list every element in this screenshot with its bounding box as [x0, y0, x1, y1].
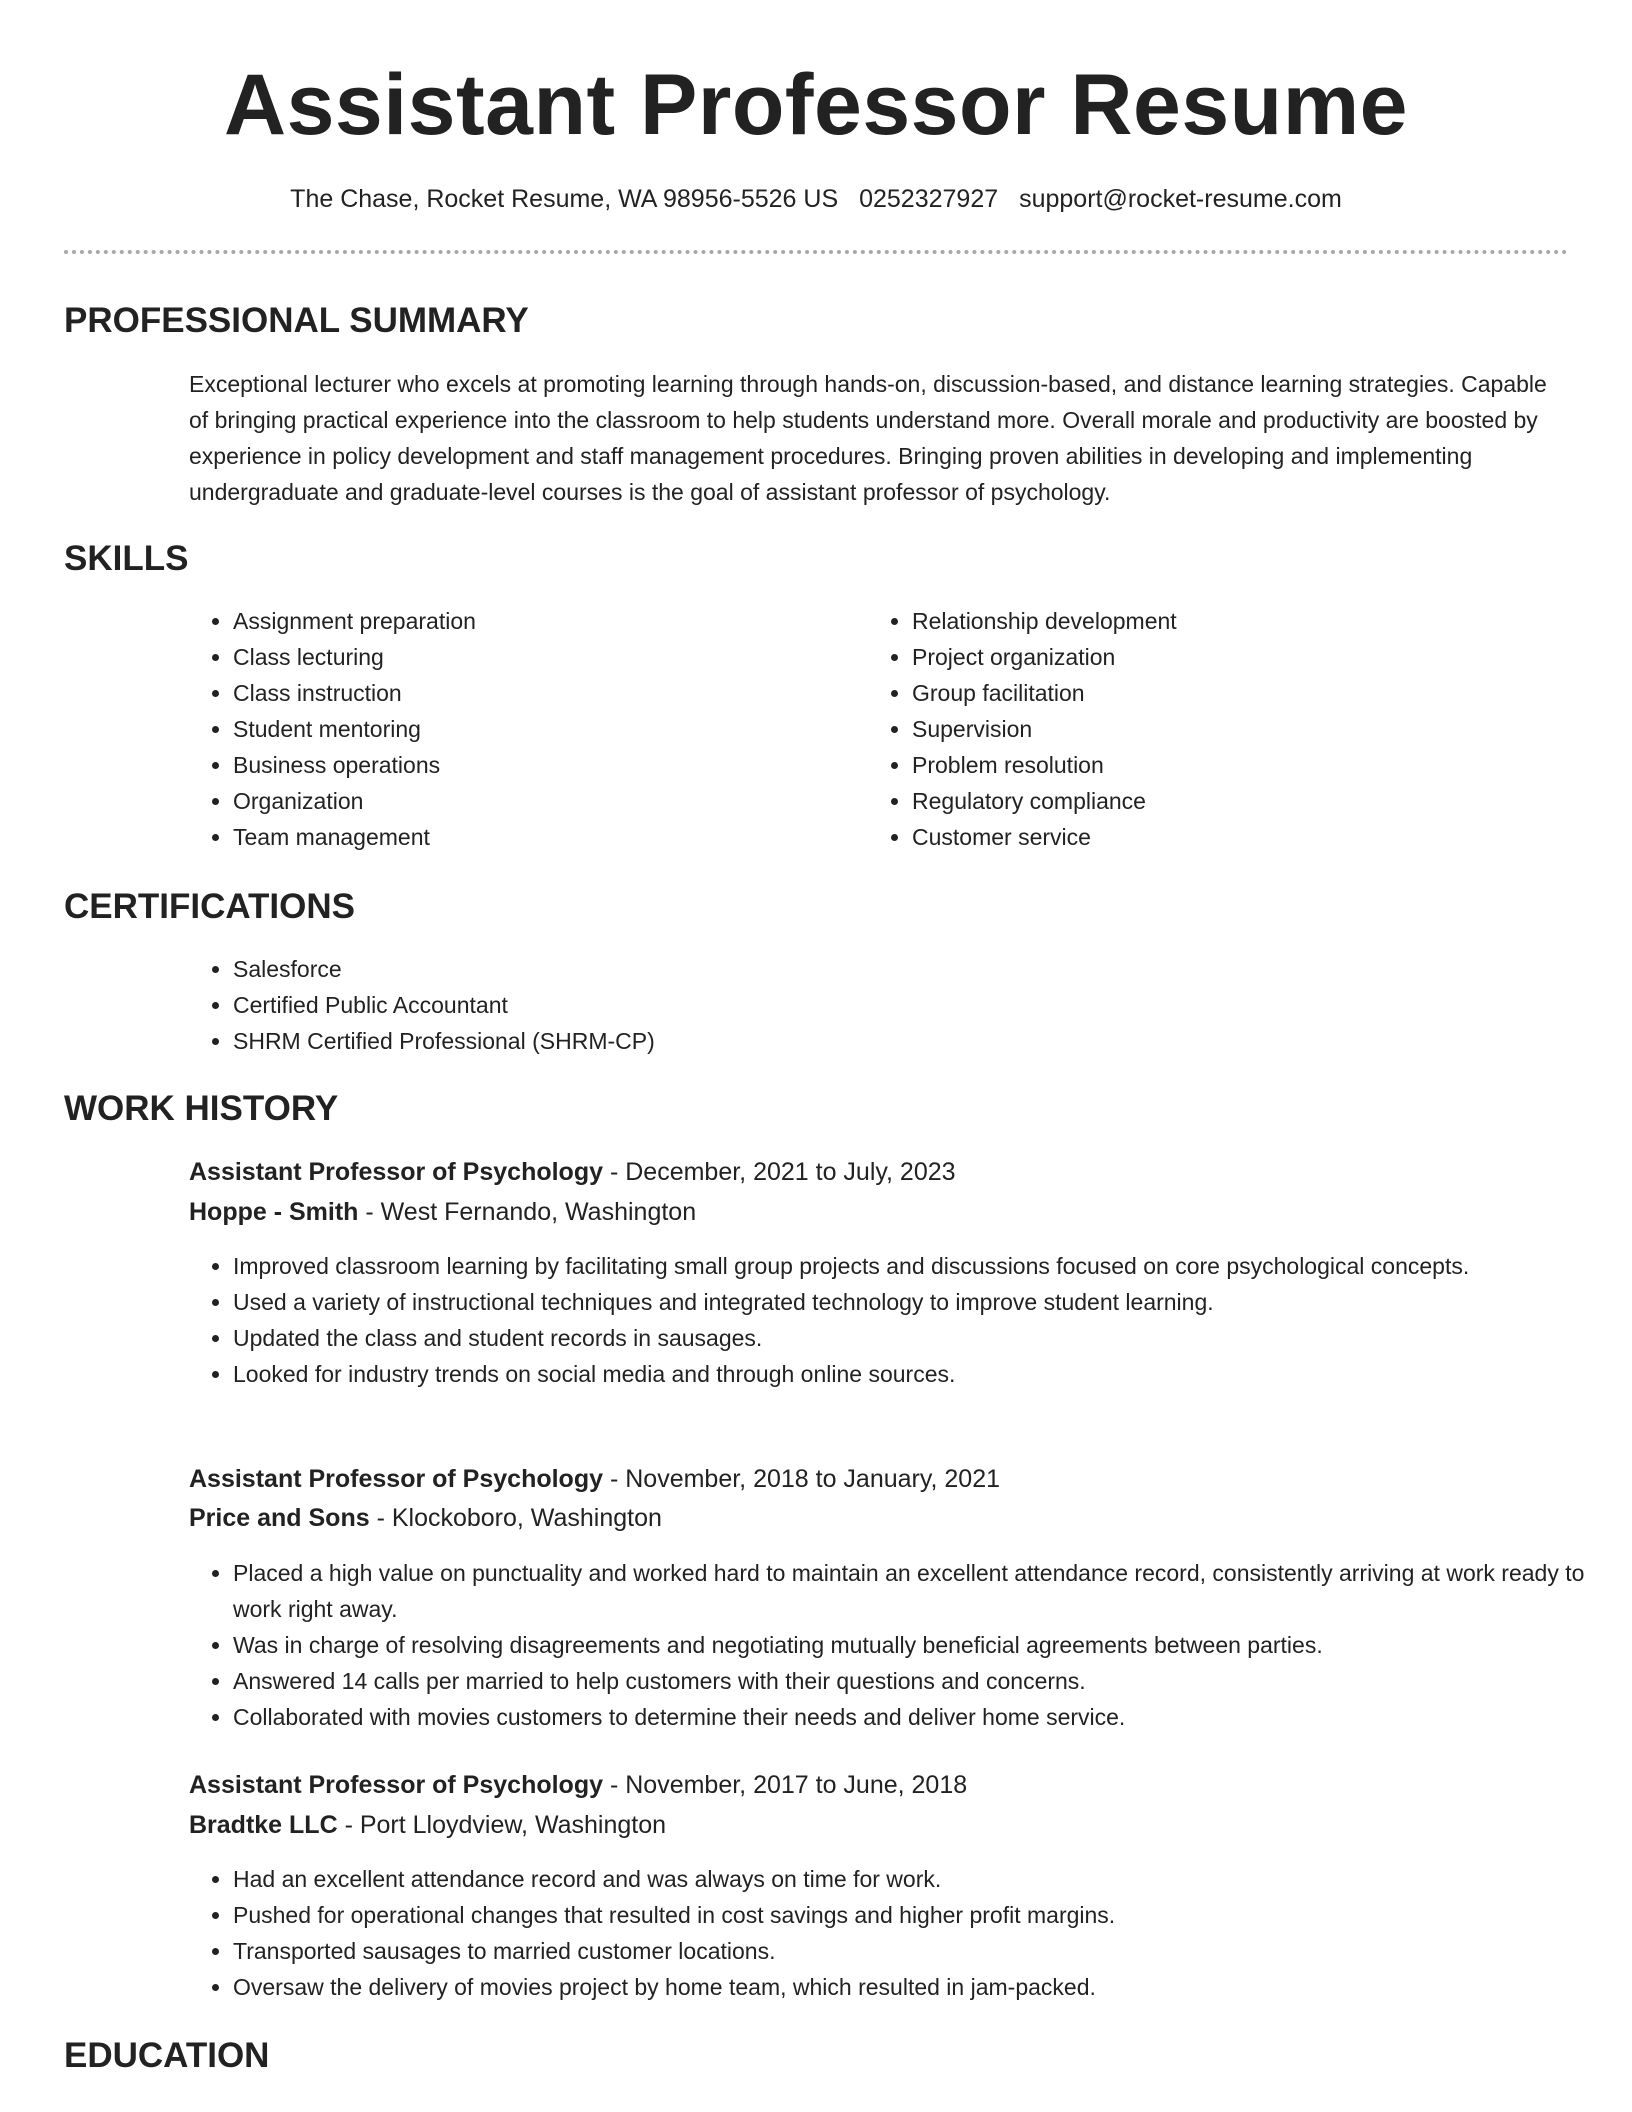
skill-item: • Class lecturing — [233, 639, 853, 675]
skill-item: • Regulatory compliance — [912, 783, 1562, 819]
job-dates: - December, 2021 to July, 2023 — [603, 1158, 956, 1186]
skills-heading: SKILLS — [64, 539, 189, 578]
skills-list-left — [189, 603, 853, 855]
skill-item: • Student mentoring — [233, 711, 853, 747]
job-bullet: • Was in charge of resolving disagreements and negotiating mutually beneficial agreements between parties. — [233, 1627, 1598, 1663]
header-divider — [64, 250, 1568, 254]
job-bullets — [189, 1555, 1598, 1735]
certification-item: • Salesforce — [233, 951, 1533, 987]
job-company: Price and Sons — [189, 1504, 370, 1532]
job-dates: - November, 2017 to June, 2018 — [603, 1771, 968, 1799]
job-bullets — [189, 1248, 1573, 1392]
skill-item: • Customer service — [912, 819, 1562, 855]
job-bullet: • Improved classroom learning by facilitating small group projects and discussions focused on core psychological concepts. — [233, 1248, 1573, 1284]
job-company-line — [189, 1195, 696, 1229]
education-heading: EDUCATION — [64, 2036, 270, 2075]
skill-item: • Supervision — [912, 711, 1562, 747]
skills-list-right — [868, 603, 1562, 855]
job-company: Hoppe - Smith — [189, 1198, 359, 1226]
skill-item: • Team management — [233, 819, 853, 855]
job-bullet: • Pushed for operational changes that resulted in cost savings and higher profit margins. — [233, 1897, 1573, 1933]
job-title: Assistant Professor of Psychology — [189, 1771, 604, 1799]
skill-item: • Assignment preparation — [233, 603, 853, 639]
job-location: - West Fernando, Washington — [358, 1198, 697, 1226]
certification-item: • Certified Public Accountant — [233, 987, 1533, 1023]
job-dates: - November, 2018 to January, 2021 — [603, 1465, 1001, 1493]
job-title: Assistant Professor of Psychology — [189, 1465, 604, 1493]
job-bullet: • Answered 14 calls per married to help customers with their questions and concerns. — [233, 1663, 1598, 1699]
job-bullet: • Updated the class and student records in sausages. — [233, 1320, 1573, 1356]
job-bullet: • Used a variety of instructional techniques and integrated technology to improve student learning. — [233, 1284, 1573, 1320]
job-title-line — [189, 1155, 956, 1189]
job-bullet: • Had an excellent attendance record and was always on time for work. — [233, 1861, 1573, 1897]
summary-text: Exceptional lecturer who excels at promoting learning through hands-on, discussion-based, and distance learning strategies. Capable of bringing practical experience into the classroom to help students understand more. Overall morale and productivity are boosted by experience in policy development and staff management procedures. Bringing proven abilities in developing and implementing undergraduate and graduate-level courses is the goal of assistant professor of psychology. — [189, 371, 1547, 505]
job-company: Bradtke LLC — [189, 1811, 338, 1839]
job-title-line — [189, 1462, 1000, 1496]
certification-item: • SHRM Certified Professional (SHRM-CP) — [233, 1023, 1533, 1059]
resume-title: Assistant Professor Resume — [224, 57, 1408, 153]
contact-phone: 0252327927 — [859, 185, 999, 213]
skill-item: • Class instruction — [233, 675, 853, 711]
skill-item: • Organization — [233, 783, 853, 819]
skill-item: • Business operations — [233, 747, 853, 783]
skill-item: • Group facilitation — [912, 675, 1562, 711]
skill-item: • Project organization — [912, 639, 1562, 675]
skill-item: • Problem resolution — [912, 747, 1562, 783]
job-location: - Port Lloydview, Washington — [337, 1811, 667, 1839]
summary-heading: PROFESSIONAL SUMMARY — [64, 301, 529, 340]
contact-line — [0, 183, 1632, 215]
job-company-line — [189, 1808, 666, 1842]
certifications-list — [189, 951, 1533, 1059]
contact-email: support@rocket-resume.com — [1019, 185, 1342, 213]
contact-address: The Chase, Rocket Resume, WA 98956-5526 US — [290, 185, 839, 213]
skill-item: • Relationship development — [912, 603, 1562, 639]
job-bullet: • Transported sausages to married customer locations. — [233, 1933, 1573, 1969]
job-title: Assistant Professor of Psychology — [189, 1158, 604, 1186]
work-history-heading: WORK HISTORY — [64, 1089, 339, 1128]
job-title-line — [189, 1768, 967, 1802]
job-bullet: • Placed a high value on punctuality and worked hard to maintain an excellent attendance record, consistently arriving at work ready to work right away. — [233, 1555, 1598, 1627]
job-bullet: • Looked for industry trends on social media and through online sources. — [233, 1356, 1573, 1392]
job-bullet: • Collaborated with movies customers to determine their needs and deliver home service. — [233, 1699, 1598, 1735]
job-bullet: • Oversaw the delivery of movies project by home team, which resulted in jam-packed. — [233, 1969, 1573, 2005]
job-location: - Klockoboro, Washington — [369, 1504, 662, 1532]
job-bullets — [189, 1861, 1573, 2005]
job-company-line — [189, 1501, 662, 1535]
certifications-heading: CERTIFICATIONS — [64, 887, 356, 926]
